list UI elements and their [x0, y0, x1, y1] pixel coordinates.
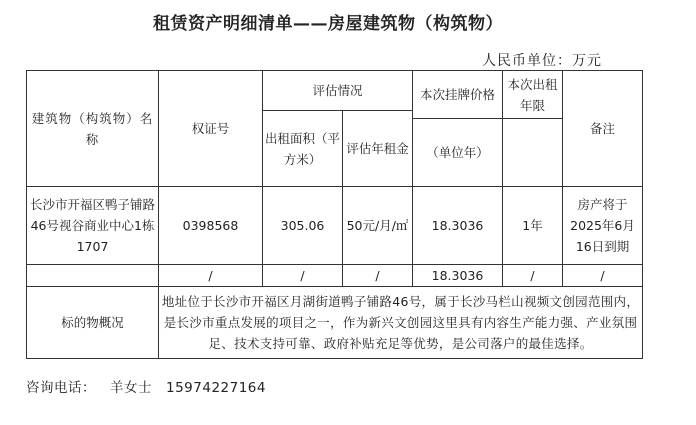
- table-row: [27, 187, 643, 265]
- header-listing-unit: （单位年）: [413, 119, 503, 187]
- header-area: 出租面积（平方米）: [263, 111, 343, 187]
- header-cert: 权证号: [159, 71, 263, 187]
- page-title: 租赁资产明细清单——房屋建筑物（构筑物）: [153, 14, 503, 34]
- overview-row: [27, 287, 643, 359]
- contact-person: 羊女士: [110, 380, 152, 396]
- header-remarks: 备注: [563, 71, 643, 187]
- header-listing-price: 本次挂牌价格: [413, 71, 503, 119]
- header-row-1: [27, 71, 643, 111]
- total-building: [27, 265, 159, 287]
- header-building: 建筑物（构筑物）名称: [27, 71, 159, 187]
- total-cert: /: [159, 265, 263, 287]
- cell-area: 305.06: [263, 187, 343, 265]
- contact-label: 咨询电话：: [26, 380, 96, 396]
- contact-info: [26, 376, 280, 396]
- cell-listing-price: 18.3036: [413, 187, 503, 265]
- currency-unit: 人民币单位：万元: [482, 53, 602, 69]
- overview-text: 地址位于长沙市开福区月湖街道鸭子铺路46号，属于长沙马栏山视频文创园范围内，是长沙市重点发展的项目之一，作为新兴文创园这里具有内容生产能力强、产业氛围足、技术支持可靠、政府补贴充足等优势，是公司落户的最佳选择。: [159, 287, 643, 359]
- contact-phone[interactable]: 15974227164: [166, 380, 266, 396]
- cell-remarks: 房产将于2025年6月16日到期: [563, 187, 643, 265]
- header-lease-term-blank: [503, 119, 563, 187]
- total-remarks: /: [563, 265, 643, 287]
- total-area: /: [263, 265, 343, 287]
- header-annual-rent: 评估年租金: [343, 111, 413, 187]
- total-row: [27, 265, 643, 287]
- header-lease-term: 本次出租年限: [503, 71, 563, 119]
- total-annual-rent: /: [343, 265, 413, 287]
- overview-label: 标的物概况: [27, 287, 159, 359]
- cell-annual-rent: 50元/月/㎡: [343, 187, 413, 265]
- asset-table: [26, 70, 643, 359]
- header-evaluation: 评估情况: [263, 71, 413, 111]
- cell-cert: 0398568: [159, 187, 263, 265]
- total-listing-price: 18.3036: [413, 265, 503, 287]
- cell-building: 长沙市开福区鸭子铺路46号视谷商业中心1栋1707: [27, 187, 159, 265]
- cell-lease-term: 1年: [503, 187, 563, 265]
- total-lease-term: /: [503, 265, 563, 287]
